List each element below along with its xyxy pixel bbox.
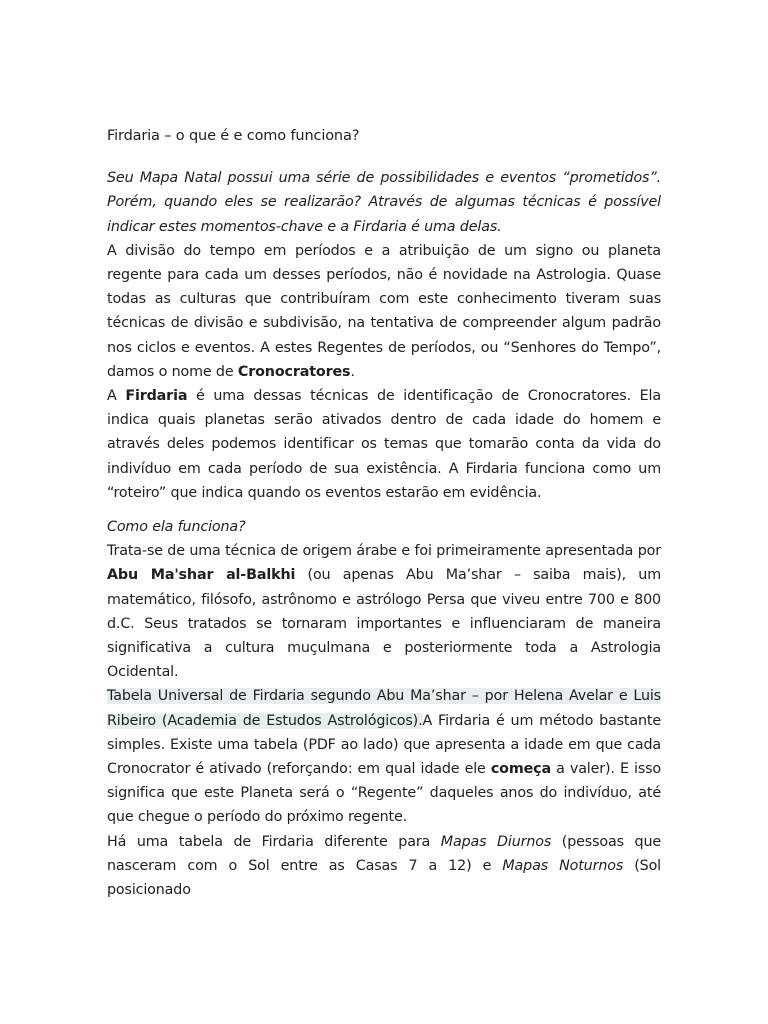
bold-term-comeca: começa: [490, 761, 551, 778]
document-body: [107, 124, 661, 902]
paragraph-time-division: [107, 239, 661, 384]
paragraph-text: (pessoas que nasceram com o Sol entre as Casas 7 a 12) e: [107, 833, 662, 874]
italic-term-noturnos: Mapas Noturnos: [502, 857, 624, 874]
bold-term-cronocratores: Cronocratores: [237, 363, 351, 380]
paragraph-text: A divisão do tempo em períodos e a atribuição de um signo ou planeta regente para cada um desses períodos, não é novidade na Astrologia. Quase todas as culturas que contribuíram com este conhecimento tiveram suas técnicas de divisão e subdivisão, na tentativa de compreender algum padrão nos ciclos e eventos. A estes Regentes de períodos, ou “Senhores do Tempo”, damos o nome de: [107, 242, 661, 380]
paragraph-text: Há uma tabela de Firdaria diferente para: [107, 833, 441, 850]
bold-author-name: Abu Ma'shar al-Balkhi: [107, 567, 296, 584]
table-caption-link[interactable]: Tabela Universal de Firdaria segundo Abu Ma’shar – por Helena Avelar e Luis Ribeiro (Academia de Estudos Astrológicos).: [107, 688, 661, 729]
paragraph-day-night-charts: [107, 830, 661, 903]
paragraph-text: .: [350, 363, 355, 380]
paragraph-text: é uma dessas técnicas de identificação de Cronocratores. Ela indica quais planetas serão ativados dentro de cada idade do homem e através deles podemos identificar os temas que tomarão conta da vida do indivíduo em cada período de sua existência. A Firdaria funciona como um “roteiro” que indica quando os eventos estarão em evidência.: [107, 388, 661, 501]
section-subheading: Como ela funciona?: [107, 519, 246, 536]
paragraph-firdaria-definition: [107, 384, 661, 505]
paragraph-text: (Sol posicionado: [107, 857, 661, 899]
paragraph-text: A: [107, 388, 126, 405]
document-title: Firdaria – o que é e como funciona?: [107, 128, 360, 144]
paragraph-origin: [107, 539, 661, 684]
intro-paragraph: Seu Mapa Natal possui uma série de possibilidades e eventos “prometidos”. Porém, quando eles se realizarão? Através de algumas técnicas é possível indicar estes momentos-chave e a Firdaria é uma delas.: [107, 170, 661, 235]
paragraph-text: Trata-se de uma técnica de origem árabe e foi primeiramente apresentada por: [107, 543, 661, 560]
bold-term-firdaria: Firdaria: [125, 388, 188, 405]
italic-term-diurnos: Mapas Diurnos: [440, 833, 552, 850]
paragraph-text: A Firdaria é um método bastante simples. Existe uma tabela (PDF ao lado) que apresenta a idade em que cada Cronocrator é ativado (reforçando: em qual idade ele: [107, 712, 661, 778]
paragraph-text: a valer). E isso significa que este Planeta será o “Regente” daqueles anos do indivíduo, até que chegue o período do próximo regente.: [107, 761, 662, 826]
paragraph-table: [107, 684, 661, 829]
paragraph-text: (ou apenas Abu Ma’shar – saiba mais), um matemático, filósofo, astrônomo e astrólogo Persa que viveu entre 700 e 800 d.C. Seus tratados se tornaram importantes e influenciaram de maneira significativa a cultura muçulmana e posteriormente toda a Astrologia Ocidental.: [107, 567, 661, 681]
